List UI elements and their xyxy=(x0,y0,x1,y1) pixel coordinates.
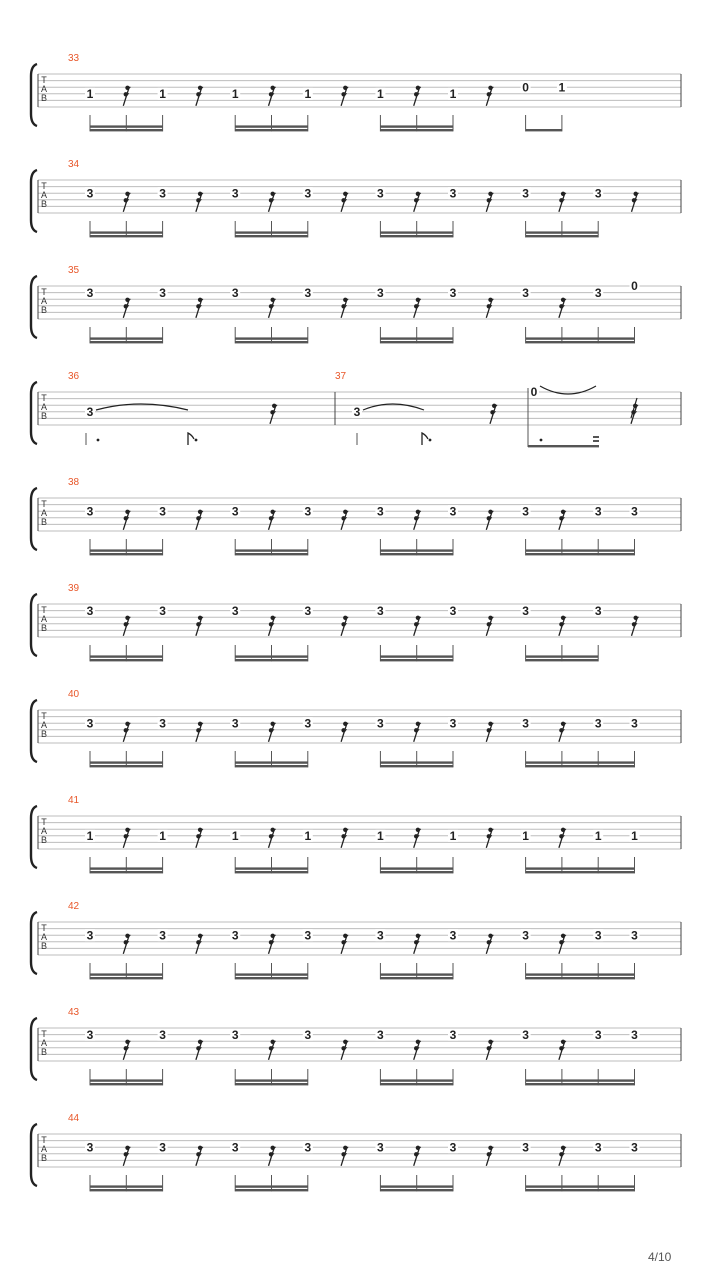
fret-number: 3 xyxy=(377,928,384,943)
fret-number: 3 xyxy=(231,928,239,943)
beam xyxy=(526,871,635,873)
beam xyxy=(526,553,635,555)
tab-label: A xyxy=(40,296,48,306)
fret-number: 3 xyxy=(631,928,638,943)
fret-number: 3 xyxy=(522,285,529,300)
fret-number: 3 xyxy=(159,285,166,300)
fret-number: 3 xyxy=(594,603,602,618)
tab-label: A xyxy=(40,614,48,624)
tab-label: T xyxy=(41,1029,47,1039)
tie xyxy=(540,386,596,394)
tab-label: B xyxy=(40,835,48,845)
tab-label: T xyxy=(41,711,47,721)
fret-number: 3 xyxy=(631,1027,638,1042)
fret-number: 3 xyxy=(594,928,602,943)
system-brace xyxy=(31,64,37,126)
fret-number: 3 xyxy=(377,1140,384,1155)
fret-number: 1 xyxy=(159,829,166,843)
tab-label: B xyxy=(40,623,48,633)
fret-number: 3 xyxy=(159,186,166,201)
fret-number: 3 xyxy=(159,1140,166,1155)
tab-label: B xyxy=(40,729,48,739)
duration-dot xyxy=(540,439,543,442)
beam xyxy=(526,1185,635,1187)
fret-number: 3 xyxy=(449,1140,457,1155)
fret-number: 3 xyxy=(86,285,94,300)
tab-label: A xyxy=(40,1038,48,1048)
beam xyxy=(526,337,635,339)
system-brace xyxy=(31,806,37,868)
tab-label: B xyxy=(40,941,48,951)
fret-number: 3 xyxy=(86,1027,94,1042)
fret-number: 3 xyxy=(86,405,94,419)
flag xyxy=(188,433,194,445)
fret-number: 3 xyxy=(522,1027,529,1042)
tab-label: A xyxy=(40,1144,48,1154)
beam xyxy=(526,761,635,763)
tab-label: A xyxy=(40,84,48,94)
fret-number: 3 xyxy=(231,1140,239,1155)
fret-number: 1 xyxy=(449,829,457,843)
fret-number: 3 xyxy=(159,716,166,731)
beam xyxy=(526,1189,635,1191)
fret-number: 3 xyxy=(594,504,602,519)
fret-number: 3 xyxy=(304,1027,312,1042)
tab-label: T xyxy=(41,181,47,191)
tab-label: B xyxy=(40,93,48,103)
tab-system-6 xyxy=(31,689,681,767)
fret-number: 3 xyxy=(159,603,166,618)
beam xyxy=(526,973,635,975)
fret-number: 1 xyxy=(86,87,94,101)
measure-number: 39 xyxy=(68,583,80,594)
fret-number: 3 xyxy=(304,716,312,731)
fret-number: 0 xyxy=(522,80,529,95)
beam-stub xyxy=(593,440,599,442)
measure-number: 41 xyxy=(68,795,80,806)
fret-number: 3 xyxy=(449,186,457,201)
fret-number: 3 xyxy=(377,285,384,300)
fret-number: 3 xyxy=(631,716,638,731)
duration-dot xyxy=(97,439,100,442)
system-brace xyxy=(31,912,37,974)
system-brace xyxy=(31,594,37,656)
tab-system-0 xyxy=(31,53,681,131)
fret-number: 3 xyxy=(377,603,384,618)
fret-number: 3 xyxy=(353,405,361,419)
tab-system-4 xyxy=(31,477,681,555)
beam xyxy=(526,341,635,343)
duration-dot xyxy=(429,439,432,442)
system-brace xyxy=(31,700,37,762)
flag xyxy=(422,433,428,445)
fret-number: 3 xyxy=(86,603,94,618)
fret-number: 3 xyxy=(594,186,602,201)
fret-number: 3 xyxy=(631,1140,638,1155)
tab-system-1 xyxy=(31,159,681,237)
fret-number: 3 xyxy=(522,504,529,519)
fret-number: 1 xyxy=(449,87,457,101)
beam-stub xyxy=(593,436,599,438)
page-number: 4/10 xyxy=(648,1250,672,1264)
fret-number: 3 xyxy=(449,1027,457,1042)
fret-number: 1 xyxy=(304,87,312,101)
system-brace xyxy=(31,488,37,550)
fret-number: 3 xyxy=(631,504,638,519)
fret-number: 3 xyxy=(449,928,457,943)
measure-number: 36 xyxy=(68,371,80,382)
fret-number: 1 xyxy=(558,80,566,95)
fret-number: 3 xyxy=(304,1140,312,1155)
fret-number: 3 xyxy=(231,716,239,731)
fret-number: 3 xyxy=(159,928,166,943)
tab-system-10 xyxy=(31,1113,681,1191)
tab-label: A xyxy=(40,402,48,412)
fret-number: 1 xyxy=(594,829,602,843)
tab-label: A xyxy=(40,826,48,836)
fret-number: 3 xyxy=(377,1027,384,1042)
fret-number: 3 xyxy=(86,928,94,943)
fret-number: 3 xyxy=(377,716,384,731)
fret-number: 1 xyxy=(631,829,638,843)
tab-label: A xyxy=(40,190,48,200)
system-brace xyxy=(31,276,37,338)
fret-number: 3 xyxy=(304,928,312,943)
fret-number: 3 xyxy=(304,285,312,300)
fret-number: 3 xyxy=(231,1027,239,1042)
tab-system-7 xyxy=(31,795,681,873)
fret-number: 0 xyxy=(530,385,538,400)
tab-label: T xyxy=(41,1135,47,1145)
tab-system-9 xyxy=(31,1007,681,1085)
tab-label: T xyxy=(41,75,47,85)
fret-number: 3 xyxy=(86,186,94,201)
fret-number: 3 xyxy=(449,504,457,519)
measure-number: 40 xyxy=(68,689,80,700)
beam xyxy=(526,977,635,979)
fret-number: 3 xyxy=(594,716,602,731)
fret-number: 3 xyxy=(449,603,457,618)
measure-number: 42 xyxy=(68,901,80,912)
measure-number: 35 xyxy=(68,265,80,276)
fret-number: 3 xyxy=(449,716,457,731)
system-brace xyxy=(31,1124,37,1186)
tab-label: T xyxy=(41,817,47,827)
tab-system-2 xyxy=(31,265,681,343)
beam xyxy=(526,1079,635,1081)
tab-label: B xyxy=(40,517,48,527)
fret-number: 3 xyxy=(159,1027,166,1042)
fret-number: 3 xyxy=(86,716,94,731)
fret-number: 3 xyxy=(449,285,457,300)
measure-number: 33 xyxy=(68,53,80,64)
tab-label: A xyxy=(40,508,48,518)
fret-number: 3 xyxy=(522,928,529,943)
beam xyxy=(528,445,599,447)
tab-label: B xyxy=(40,1047,48,1057)
fret-number: 3 xyxy=(522,1140,529,1155)
fret-number: 3 xyxy=(304,504,312,519)
fret-number: 3 xyxy=(304,186,312,201)
tab-system-3 xyxy=(31,371,681,447)
fret-number: 1 xyxy=(377,87,384,101)
beam xyxy=(526,867,635,869)
tab-label: B xyxy=(40,305,48,315)
tab-label: T xyxy=(41,605,47,615)
fret-number: 3 xyxy=(594,1027,602,1042)
system-brace xyxy=(31,170,37,232)
fret-number: 3 xyxy=(86,1140,94,1155)
measure-number: 43 xyxy=(68,1007,80,1018)
fret-number: 1 xyxy=(522,829,529,843)
system-brace xyxy=(31,382,37,444)
fret-number: 3 xyxy=(304,603,312,618)
beam xyxy=(526,765,635,767)
tab-label: B xyxy=(40,1153,48,1163)
tab-label: T xyxy=(41,393,47,403)
tab-label: T xyxy=(41,499,47,509)
fret-number: 3 xyxy=(594,285,602,300)
fret-number: 3 xyxy=(86,504,94,519)
fret-number: 3 xyxy=(231,603,239,618)
tab-system-5 xyxy=(31,583,681,661)
measure-number: 34 xyxy=(68,159,80,170)
beam xyxy=(526,129,562,131)
fret-number: 3 xyxy=(377,186,384,201)
fret-number: 3 xyxy=(231,504,239,519)
tab-label: B xyxy=(40,199,48,209)
tab-label: A xyxy=(40,720,48,730)
tab-label: B xyxy=(40,411,48,421)
tab-label: T xyxy=(41,287,47,297)
fret-number: 1 xyxy=(377,829,384,843)
fret-number: 1 xyxy=(304,829,312,843)
system-brace xyxy=(31,1018,37,1080)
measure-number: 44 xyxy=(68,1113,80,1124)
fret-number: 3 xyxy=(522,716,529,731)
measure-number: 38 xyxy=(68,477,80,488)
beam xyxy=(526,1083,635,1085)
fret-number: 3 xyxy=(231,186,239,201)
fret-number: 3 xyxy=(231,285,239,300)
fret-number: 1 xyxy=(231,829,239,843)
tab-label: A xyxy=(40,932,48,942)
fret-number: 0 xyxy=(631,279,638,294)
fret-number: 3 xyxy=(522,186,529,201)
tab-label: T xyxy=(41,923,47,933)
fret-number: 3 xyxy=(159,504,166,519)
fret-number: 1 xyxy=(231,87,239,101)
fret-number: 3 xyxy=(377,504,384,519)
fret-number: 3 xyxy=(594,1140,602,1155)
measure-number: 37 xyxy=(335,371,347,382)
tab-system-8 xyxy=(31,901,681,979)
fret-number: 3 xyxy=(522,603,529,618)
beam xyxy=(526,549,635,551)
duration-dot xyxy=(195,439,198,442)
fret-number: 1 xyxy=(159,87,166,101)
fret-number: 1 xyxy=(86,829,94,843)
